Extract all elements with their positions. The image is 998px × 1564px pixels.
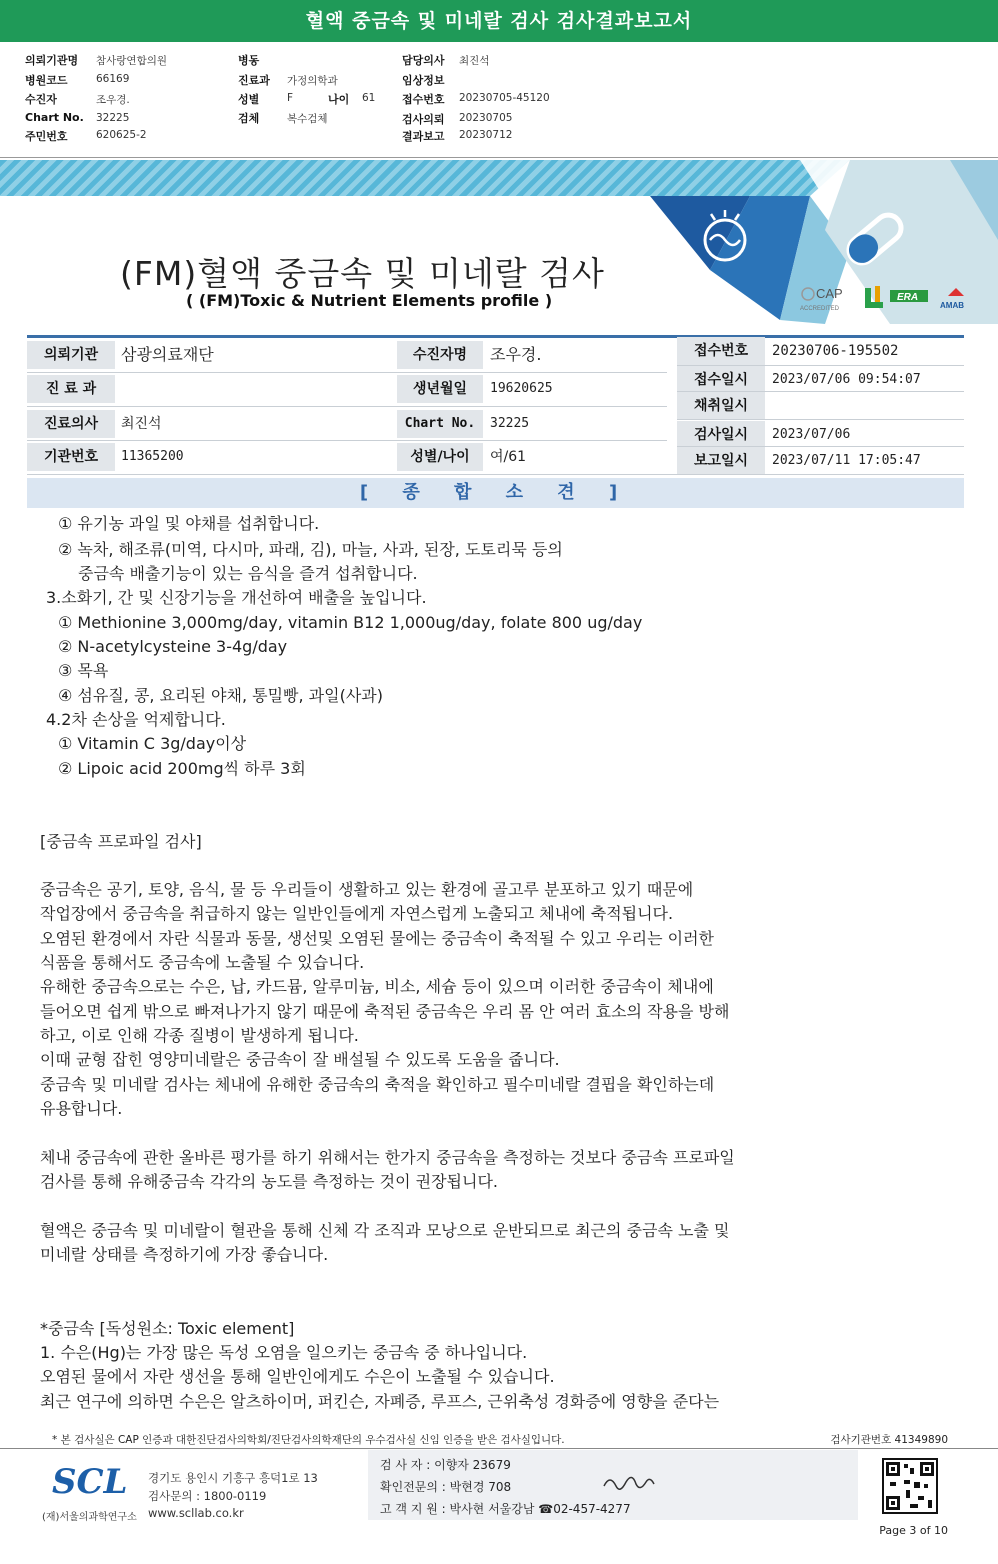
report-banner: 혈액 중금속 및 미네랄 검사 검사결과보고서 [0,0,998,42]
body-line: 미네랄 상태를 측정하기에 가장 좋습니다. [40,1245,329,1264]
institution-label: 의뢰기관 [27,341,115,369]
test-date-value: 2023/07/06 [772,427,851,442]
hospital-code-label: 병원코드 [25,74,68,87]
sex-age-value: 여/61 [490,449,527,465]
qr-code-icon[interactable] [882,1458,938,1514]
body-line: 식품을 통해서도 중금속에 노출될 수 있습니다. [40,953,365,972]
support-info: 고 객 지 원 : 박사현 서울강남 ☎02-457-4277 [380,1502,631,1516]
patient-value: 조우경. [96,94,130,106]
amab-logo-text: AMAB [940,301,964,310]
collect-label: 채취일시 [677,392,765,420]
report-time-label: 보고일시 [677,447,765,475]
test-date-label: 검사일시 [677,421,765,449]
address: 경기도 용인시 기흥구 흥덕1로 13 [148,1471,318,1485]
inst-no-label: 기관번호 [27,443,115,471]
report-footer [0,1432,998,1564]
accreditation-notice: * 본 검사실은 CAP 인증과 대한진단검사의학회/진단검사의학재단의 우수검사실 신임 인증을 받은 검사실입니다. [52,1434,565,1446]
body-line: 1. 수은(Hg)는 가장 많은 독성 오염을 일으키는 중금속 중 하나입니다. [40,1343,528,1362]
body-line: ② Lipoic acid 200mg씩 하루 3회 [58,759,306,778]
cap-logo-text: CAP [816,286,843,301]
hospital-code-value: 66169 [96,73,130,85]
body-line: ② 녹차, 해조류(미역, 다시마, 파래, 김), 마늘, 사과, 된장, 도토리묵 등의 [58,540,563,559]
inst-no-value: 11365200 [121,449,184,464]
page-number: Page 3 of 10 [879,1524,948,1537]
chart-value: 32225 [96,112,130,124]
report-date-value: 20230712 [459,129,513,141]
scl-logo: SCL [52,1462,128,1502]
specimen-label: 검체 [238,112,260,125]
rrn-label: 주민번호 [25,130,68,143]
patient-name-value: 조우경. [490,345,542,364]
requester-value: 참사랑연합의원 [96,55,168,67]
dept-label: 진료과 [238,74,270,87]
page-subtitle: ( (FM)Toxic & Nutrient Elements profile ) [186,291,553,310]
receipt-value: 20230705-45120 [459,92,550,104]
requester-label: 의뢰기관명 [25,54,79,67]
era-logo-text: ERA [897,292,919,303]
doctor-info-value: 최진석 [121,416,162,432]
body-line: 혈액은 중금속 및 미네랄이 혈관을 통해 신체 각 조직과 모낭으로 운반되므로 최근의 중금속 노출 및 [40,1221,730,1240]
body-line: 3.소화기, 간 및 신장기능을 개선하여 배출을 높입니다. [46,588,427,607]
patient-label: 수진자 [25,93,57,106]
body-line: *중금속 [독성원소: Toxic element] [40,1319,295,1338]
birth-value: 19620625 [490,381,553,396]
sex-label: 성별 [238,93,260,106]
age-value: 61 [362,92,376,104]
request-date-label: 검사의뢰 [402,113,445,126]
doctor-label: 담당의사 [402,54,445,67]
body-line: 최근 연구에 의하면 수은은 알츠하이머, 퍼킨슨, 자폐증, 루프스, 근위축성 경화증에 영향을 준다는 [40,1392,720,1411]
clinical-label: 임상정보 [402,74,445,87]
receipt-no-value: 20230706-195502 [772,343,899,359]
body-line: 중금속은 공기, 토양, 음식, 물 등 우리들이 생활하고 있는 환경에 골고루 분포하고 있기 때문에 [40,880,694,899]
sex-age-label: 성별/나이 [397,443,483,471]
report-header [0,42,998,158]
sex-value: F [287,92,294,104]
body-line: 중금속 배출기능이 있는 음식을 즐겨 섭취합니다. [78,564,418,583]
body-line: [중금속 프로파일 검사] [40,832,202,851]
doctor-info-label: 진료의사 [27,410,115,438]
body-line: ② N-acetylcysteine 3-4g/day [58,637,288,656]
specimen-value: 복수검체 [287,113,328,125]
doctor-value: 최진석 [459,55,490,67]
age-label: 나이 [328,93,350,106]
body-line: 중금속 및 미네랄 검사는 체내에 유해한 중금속의 축적을 확인하고 필수미네랄 결핍을 확인하는데 [40,1075,715,1094]
organization-name: (재)서울의과학연구소 [42,1512,137,1523]
request-date-value: 20230705 [459,112,513,124]
dept-info-value [113,375,121,403]
body-line: 체내 중금속에 관한 올바른 평가를 하기 위해서는 한가지 중금속을 측정하는 것보다 중금속 프로파일 [40,1148,735,1167]
body-line: 들어오면 쉽게 밖으로 빠져나가지 않기 때문에 축적된 중금속은 우리 몸 안 여러 효소의 작용을 방해 [40,1002,730,1021]
ward-label: 병동 [238,54,260,67]
cap-logo-subtext: ACCREDITED [800,306,840,312]
report-date-label: 결과보고 [402,130,445,143]
body-line: ① Methionine 3,000mg/day, vitamin B12 1,000ug/day, folate 800 ug/day [58,613,643,632]
signature [600,1472,660,1494]
dept-value: 가정의학과 [287,75,338,87]
contact-phone: 검사문의 : 1800-0119 [148,1489,267,1503]
collect-value [764,392,772,420]
opinion-heading: [ 종 합 소 견 ] [27,478,964,508]
header-decoration [650,160,998,324]
body-line: 작업장에서 중금속을 취급하지 않는 일반인들에게 자연스럽게 노출되고 체내에 축적됩니다. [40,904,674,923]
body-line: ③ 목욕 [58,661,109,680]
body-line: ① 유기농 과일 및 야채를 섭취합니다. [58,514,320,533]
receipt-time-value: 2023/07/06 09:54:07 [772,372,921,387]
body-line: ① Vitamin C 3g/day이상 [58,734,247,753]
body-line: ④ 섬유질, 콩, 요리된 야채, 통밀빵, 과일(사과) [58,686,383,705]
chart-label: Chart No. [25,111,84,124]
institution-value: 삼광의료재단 [121,345,214,364]
chart-no-label: Chart No. [397,410,483,438]
body-line: 하고, 이로 인해 각종 질병이 발생하게 됩니다. [40,1026,359,1045]
body-line: 오염된 물에서 자란 생선을 통해 일반인에게도 수은이 노출될 수 있습니다. [40,1367,555,1386]
body-line: 오염된 환경에서 자란 식물과 동물, 생선및 오염된 물에는 중금속이 축적될 수 있고 우리는 이러한 [40,929,714,948]
report-time-value: 2023/07/11 17:05:47 [772,453,921,468]
rrn-value: 620625-2 [96,129,147,141]
birth-label: 생년월일 [397,375,483,403]
patient-name-label: 수진자명 [397,341,483,369]
page-title: (FM)혈액 중금속 및 미네랄 검사 [120,254,605,293]
dept-info-label: 진 료 과 [27,375,115,403]
receipt-time-label: 접수일시 [677,366,765,394]
era-logo [890,290,928,303]
chart-no-value: 32225 [490,416,530,431]
specialist-info: 확인전문의 : 박현경 708 [380,1480,512,1494]
website-link[interactable]: www.scllab.co.kr [148,1506,244,1520]
body-line: 이때 균형 잡힌 영양미네랄은 중금속이 잘 배설될 수 있도록 도움을 줍니다. [40,1050,560,1069]
receipt-label: 접수번호 [402,93,445,106]
tester-info: 검 사 자 : 이향자 23679 [380,1458,511,1472]
body-line: 유용합니다. [40,1099,123,1118]
receipt-no-label: 접수번호 [677,337,765,365]
body-line: 4.2차 손상을 억제합니다. [46,710,226,729]
body-line: 검사를 통해 유해중금속 각각의 농도를 측정하는 것이 권장됩니다. [40,1172,499,1191]
lab-number: 검사기관번호 41349890 [830,1434,948,1446]
body-line: 유해한 중금속으로는 수은, 납, 카드뮴, 알루미늄, 비소, 세슘 등이 있으며 이러한 중금속이 체내에 [40,977,714,996]
